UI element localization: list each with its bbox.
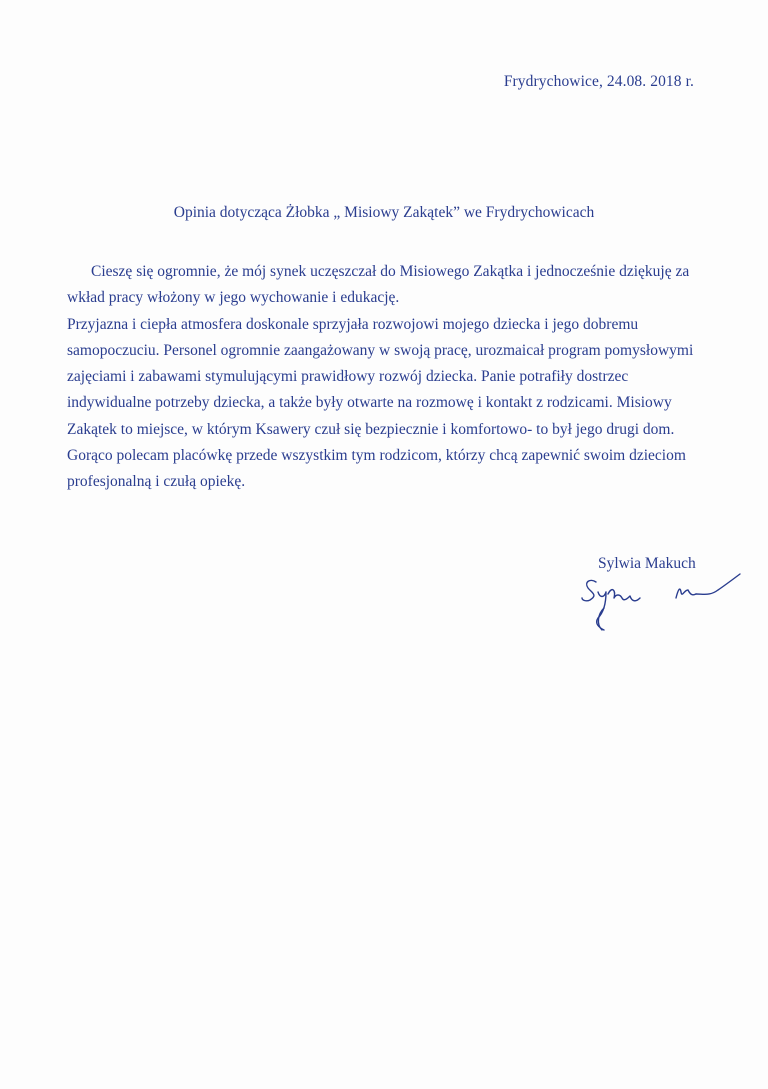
- paragraph-atmosphere: Przyjazna i ciepła atmosfera doskonale sprzyjała rozwojowi mojego dziecka i jego dobremu samopoczuciu. Personel ogromnie zaangażowany w swoją pracę, urozmaicał program pomysłowymi zajęciami i zabawami stymulującymi prawidłowy rozwój dziecka. Panie potrafiły dostrzec indywidualne potrzeby dziecka, a także były otwarte na rozmowę i kontakt z rodzicami. Misiowy Zakątek to miejsce, w którym Ksawery czuł się bezpiecznie i komfortowo- to był jego drugi dom.: [67, 315, 694, 438]
- place-and-date: Frydrychowice, 24.08. 2018 r.: [503, 73, 694, 90]
- letter-body: [67, 259, 707, 496]
- signer-name: Sylwia Makuch: [598, 555, 696, 572]
- paragraph-thanks: Cieszę się ogromnie, że mój synek uczęszczał do Misiowego Zakątka i jednocześnie dziękuję za wkład pracy włożony w jego wychowanie i edukację.: [67, 263, 690, 307]
- handwritten-signature: [560, 568, 750, 640]
- letter-title: Opinia dotycząca Żłobka „ Misiowy Zakątek” we Frydrychowicach: [173, 204, 595, 221]
- paragraph-recommendation: Gorąco polecam placówkę przede wszystkim tym rodzicom, którzy chcą zapewnić swoim dzieciom profesjonalną i czułą opiekę.: [67, 447, 686, 491]
